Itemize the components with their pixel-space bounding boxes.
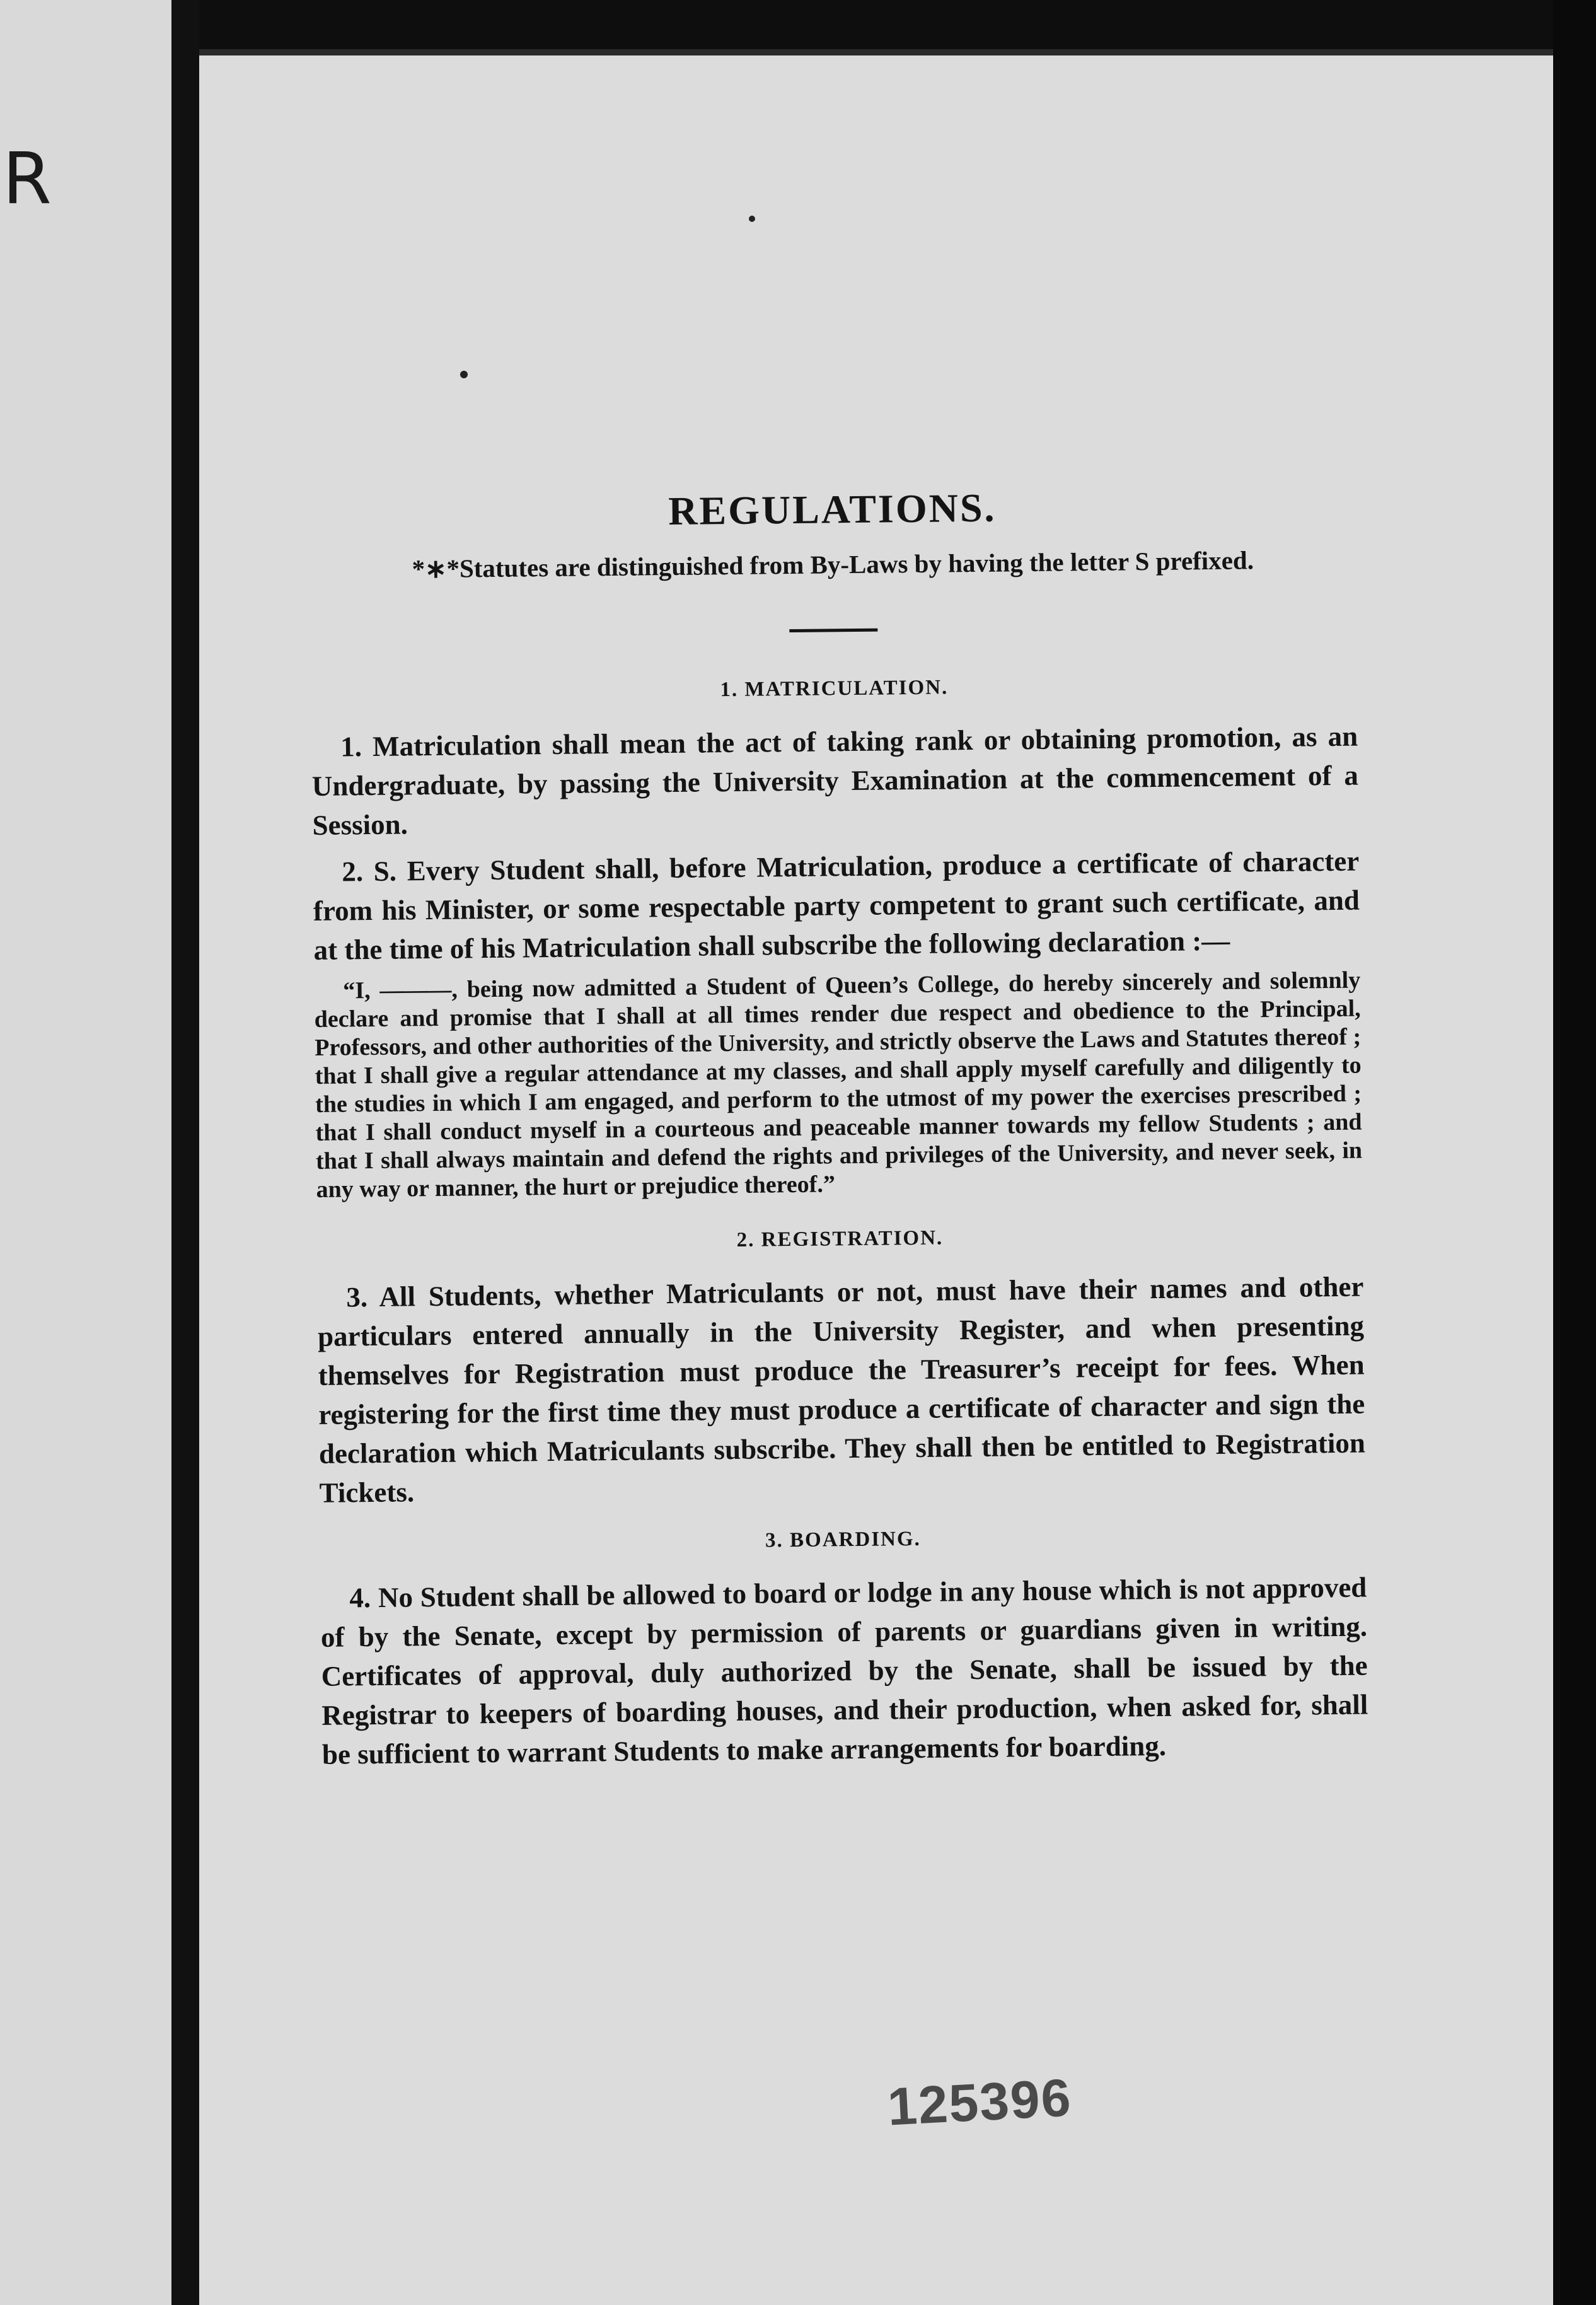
section-heading: 1. MATRICULATION. — [720, 676, 949, 702]
page-top-edge — [199, 49, 1553, 55]
document-title: REGULATIONS. — [668, 485, 997, 534]
book-spine — [171, 0, 199, 2305]
margin-letter: R — [3, 138, 52, 220]
section-registration — [316, 1222, 1366, 1512]
declaration-quote: “I, ———, being now admitted a Student of Queen’s College, do hereby sincerely and solemnly declare and promise that I shall at all times render due respect and obedience to the Principal, Professors, and other authorities of the University, and strictly observe the Laws and Statutes thereof ; that I shall give a regular attendance at my classes, and shall apply myself carefully and diligently to the studies in which I am engaged, and perform to the utmost of my power the exercises prescribed ; that I shall conduct myself in a courteous and peaceable manner towards my fellow Students ; and that I shall always maintain and defend the rights and privileges of the University, and never seek, in any way or manner, the hurt or prejudice thereof.” — [314, 967, 1363, 1203]
speck — [749, 216, 755, 222]
section-heading: 3. BOARDING. — [765, 1527, 922, 1552]
document-body — [309, 481, 1368, 1782]
paragraph: 3. All Students, whether Matriculants or not, must have their names and other particulars entered annually in the University Register, and when presenting themselves for Registration must produce the Treasurer’s receipt for fees. When registering for the first time they must produce a certificate of character and sign the declaration which Matriculants subscribe. They shall then be entitled to Registration Tickets. — [317, 1270, 1366, 1509]
speck — [460, 371, 468, 378]
facing-page-margin — [0, 0, 171, 2305]
divider-rule — [789, 629, 877, 632]
section-matriculation — [311, 672, 1363, 1204]
section-heading: 2. REGISTRATION. — [736, 1226, 944, 1251]
paragraph: 1. Matriculation shall mean the act of taking rank or obtaining promotion, as an Undergraduate, by passing the University Examination at the commencement of a Session. — [311, 720, 1359, 841]
page-right-edge — [1553, 0, 1596, 2305]
paragraph: 2. S. Every Student shall, before Matriculation, produce a certificate of character from his Minister, or some respectable party competent to grant such certificate, and at the time of his Matriculation shall subscribe the following declaration :— — [313, 845, 1360, 966]
statutes-note: *∗*Statutes are distinguished from By-Laws by having the letter S prefixed. — [412, 545, 1254, 584]
paragraph: 4. No Student shall be allowed to board or lodge in any house which is not approved of by the Senate, except by permission of parents or guardians given in writing. Certificates of approval, duly authorized by the Senate, shall be issued by the Registrar to keepers of boarding houses, and their production, when asked for, shall be sufficient to warrant Students to make arrangements for boarding. — [320, 1571, 1368, 1770]
catalog-stamp-number: 125396 — [886, 2067, 1073, 2137]
section-boarding — [320, 1523, 1368, 1774]
